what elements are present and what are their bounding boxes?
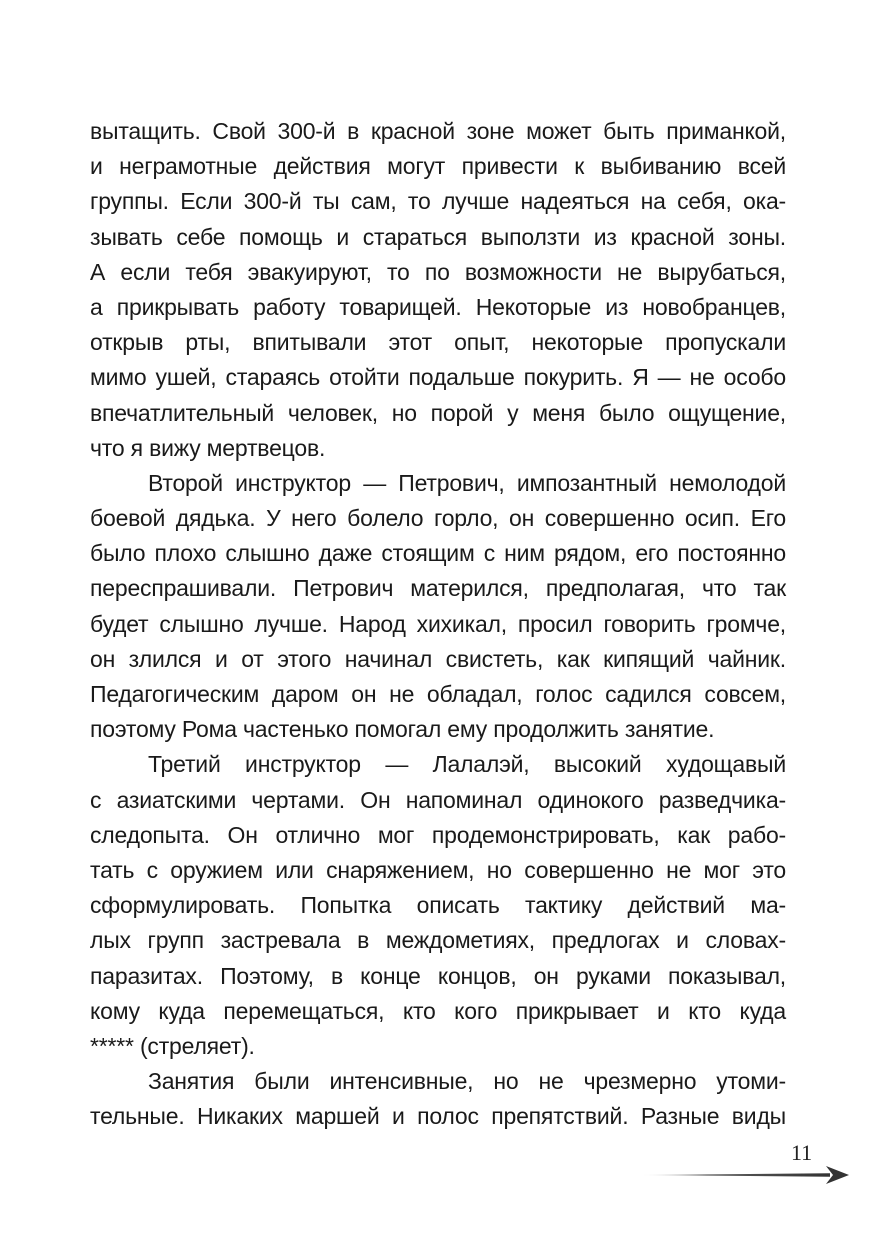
text-line: кому куда перемещаться, кто кого прикрывает и кто куда — [90, 997, 786, 1024]
text-line: следопыта. Он отлично мог продемонстрировать, как рабо- — [90, 821, 786, 848]
text-line: открыв рты, впитывали этот опыт, некоторые пропускали — [90, 329, 786, 356]
text-line: Педагогическим даром он не обладал, голос садился совсем, — [90, 681, 786, 707]
text-line: зывать себе помощь и стараться выползти из красной зоны. — [90, 223, 786, 250]
text-line: а прикрывать работу товарищей. Некоторые из новобранцев, — [90, 293, 786, 320]
page-number: 11 — [791, 1140, 813, 1165]
text-line: переспрашивали. Петрович матерился, предполагая, что так — [90, 575, 786, 602]
text-line: тельные. Никаких маршей и полос препятствий. Разные виды — [90, 1103, 786, 1130]
body-text — [90, 114, 786, 1134]
text-line: поэтому Рома частенько помогал ему продолжить занятие. — [90, 716, 715, 743]
text-line: боевой дядька. У него болело горло, он совершенно осип. Его — [90, 505, 786, 532]
text-line: ***** (стреляет). — [90, 1032, 255, 1059]
text-line: впечатлительный человек, но порой у меня было ощущение, — [90, 399, 786, 426]
text-line: было плохо слышно даже стоящим с ним рядом, его постоянно — [90, 540, 786, 567]
text-line: паразитах. Поэтому, в конце концов, он руками показывал, — [90, 962, 786, 989]
text-line: Занятия были интенсивные, но не чрезмерно утоми- — [148, 1068, 786, 1095]
text-line: он злился и от этого начинал свистеть, как кипящий чайник. — [90, 645, 786, 672]
text-line: тать с оружием или снаряжением, но совершенно не мог это — [90, 856, 786, 883]
text-line: сформулировать. Попытка описать тактику действий ма- — [90, 892, 786, 919]
arrow-right-icon — [640, 1162, 852, 1188]
text-line: Второй инструктор — Петрович, импозантный немолодой — [148, 469, 786, 496]
text-line: лых групп застревала в междометиях, предлогах и словах- — [90, 927, 786, 954]
text-line: Третий инструктор — Лалалэй, высокий худощавый — [148, 751, 786, 778]
text-line: с азиатскими чертами. Он напоминал одинокого разведчика- — [90, 786, 786, 813]
text-line: группы. Если 300-й ты сам, то лучше надеяться на себя, ока- — [90, 188, 786, 215]
text-line: мимо ушей, стараясь отойти подальше покурить. Я — не особо — [90, 364, 786, 391]
text-line: вытащить. Свой 300-й в красной зоне может быть приманкой, — [90, 118, 786, 144]
text-line: А если тебя эвакуируют, то по возможности не вырубаться, — [90, 258, 786, 285]
text-line: что я вижу мертвецов. — [90, 434, 326, 461]
text-line: и неграмотные действия могут привести к выбиванию всей — [90, 153, 786, 180]
text-line: будет слышно лучше. Народ хихикал, просил говорить громче, — [90, 610, 786, 637]
